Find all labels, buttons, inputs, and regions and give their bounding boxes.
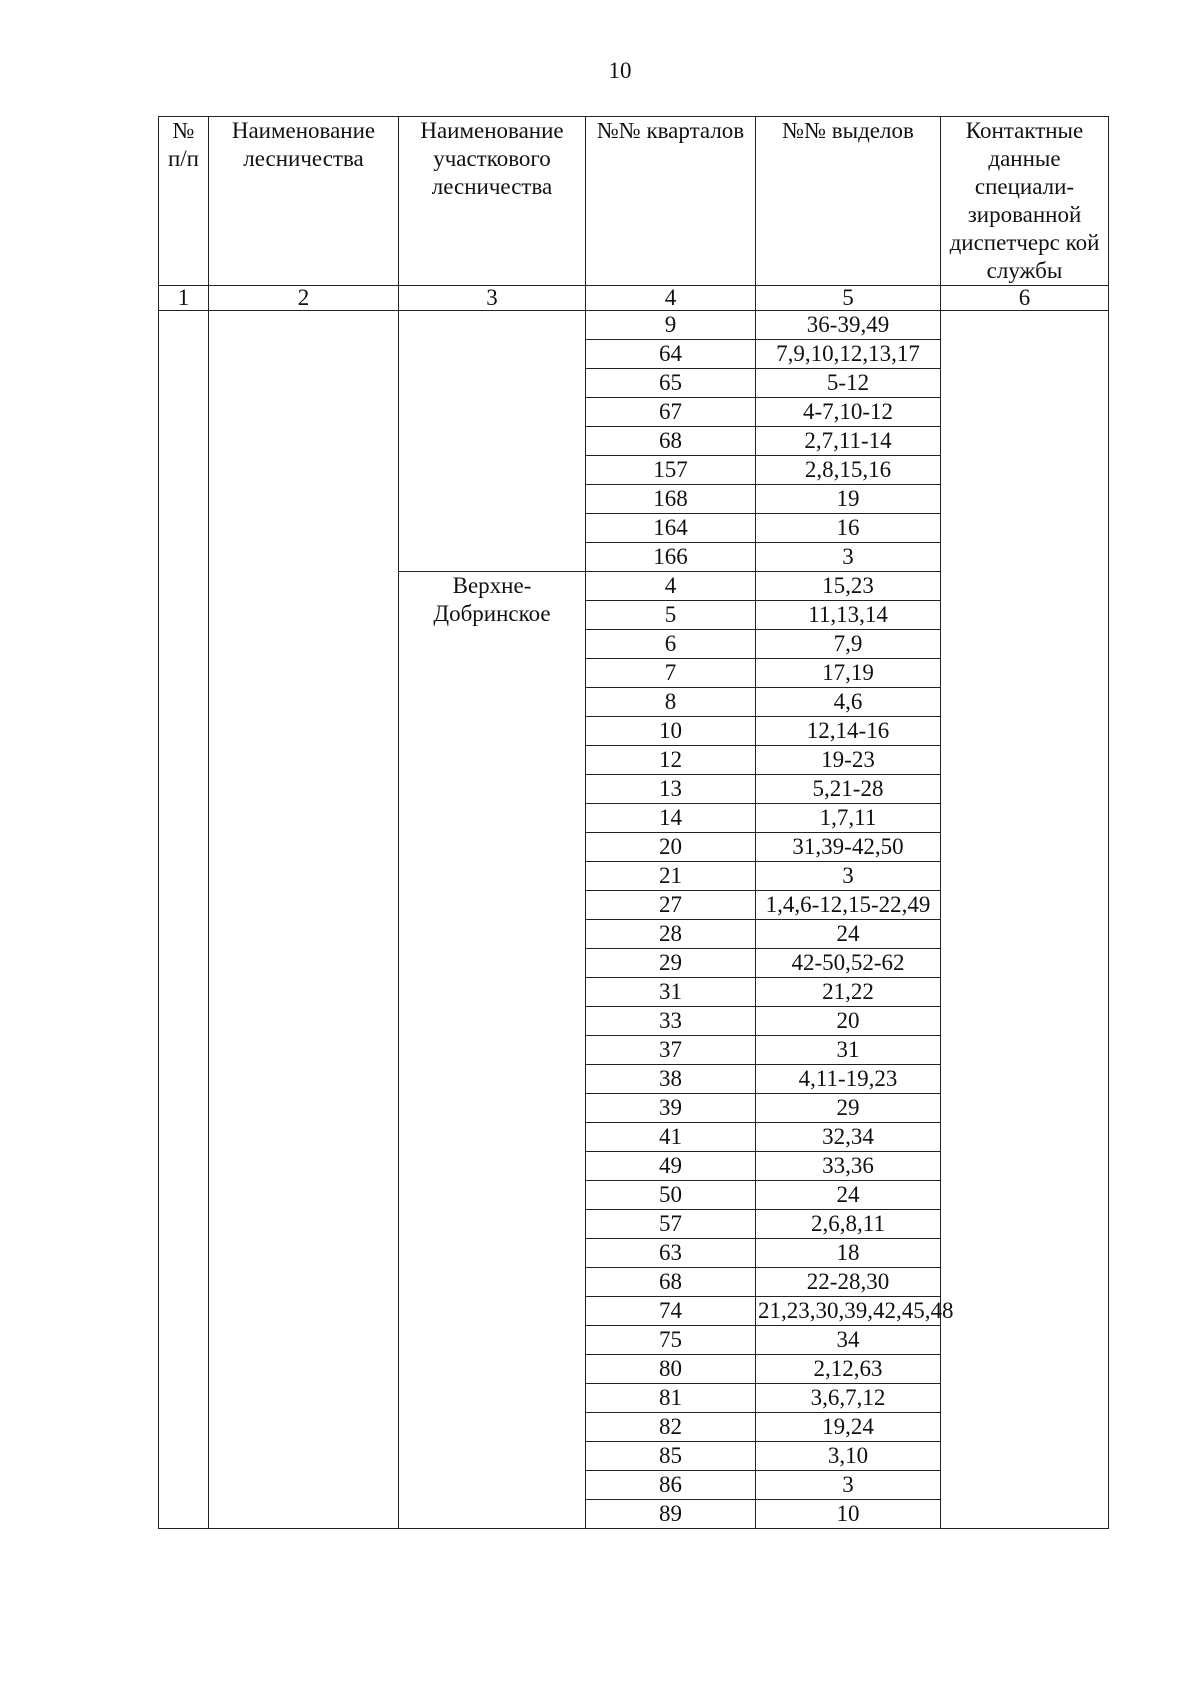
row-number-cell xyxy=(159,311,209,1529)
plot-numbers: 4,11-19,23 xyxy=(756,1065,941,1094)
plot-numbers: 42-50,52-62 xyxy=(756,949,941,978)
forest-table xyxy=(158,116,1109,1529)
quarter-number: 68 xyxy=(586,427,756,456)
plot-numbers: 31,39-42,50 xyxy=(756,833,941,862)
header-col-contacts: Контактные данные специали-зированной диспетчерс кой службы xyxy=(941,117,1109,286)
plot-numbers: 1,4,6-12,15-22,49 xyxy=(756,891,941,920)
subforestry-name-cell xyxy=(399,311,586,572)
quarter-number: 68 xyxy=(586,1268,756,1297)
quarter-number: 14 xyxy=(586,804,756,833)
plot-numbers: 3 xyxy=(756,543,941,572)
quarter-number: 82 xyxy=(586,1413,756,1442)
plot-numbers: 19,24 xyxy=(756,1413,941,1442)
quarter-number: 9 xyxy=(586,311,756,340)
plot-numbers: 5-12 xyxy=(756,369,941,398)
plot-numbers: 24 xyxy=(756,920,941,949)
subforestry-name-cell: Верхне-Добринское xyxy=(399,572,586,1529)
quarter-number: 20 xyxy=(586,833,756,862)
quarter-number: 12 xyxy=(586,746,756,775)
quarter-number: 37 xyxy=(586,1036,756,1065)
plot-numbers: 15,23 xyxy=(756,572,941,601)
plot-numbers: 18 xyxy=(756,1239,941,1268)
header-col-plots: №№ выделов xyxy=(756,117,941,286)
quarter-number: 74 xyxy=(586,1297,756,1326)
column-number: 6 xyxy=(941,286,1109,311)
quarter-number: 63 xyxy=(586,1239,756,1268)
column-number: 2 xyxy=(209,286,399,311)
quarter-number: 10 xyxy=(586,717,756,746)
table-body xyxy=(159,311,1109,1529)
column-number: 5 xyxy=(756,286,941,311)
quarter-number: 89 xyxy=(586,1500,756,1529)
quarter-number: 28 xyxy=(586,920,756,949)
header-col-number: № п/п xyxy=(159,117,209,286)
plot-numbers: 2,7,11-14 xyxy=(756,427,941,456)
plot-numbers: 7,9 xyxy=(756,630,941,659)
plot-numbers: 19 xyxy=(756,485,941,514)
quarter-number: 7 xyxy=(586,659,756,688)
quarter-number: 85 xyxy=(586,1442,756,1471)
plot-numbers: 19-23 xyxy=(756,746,941,775)
quarter-number: 39 xyxy=(586,1094,756,1123)
table-row xyxy=(159,311,1109,340)
plot-numbers: 21,22 xyxy=(756,978,941,1007)
plot-numbers: 21,23,30,39,42,45,48 xyxy=(756,1297,941,1326)
plot-numbers: 3,10 xyxy=(756,1442,941,1471)
plot-numbers: 3 xyxy=(756,862,941,891)
quarter-number: 157 xyxy=(586,456,756,485)
header-col-quarters: №№ кварталов xyxy=(586,117,756,286)
quarter-number: 29 xyxy=(586,949,756,978)
quarter-number: 13 xyxy=(586,775,756,804)
plot-numbers: 34 xyxy=(756,1326,941,1355)
plot-numbers: 31 xyxy=(756,1036,941,1065)
quarter-number: 33 xyxy=(586,1007,756,1036)
quarter-number: 67 xyxy=(586,398,756,427)
quarter-number: 21 xyxy=(586,862,756,891)
forestry-name-cell xyxy=(209,311,399,1529)
plot-numbers: 22-28,30 xyxy=(756,1268,941,1297)
quarter-number: 31 xyxy=(586,978,756,1007)
quarter-number: 38 xyxy=(586,1065,756,1094)
plot-numbers: 2,6,8,11 xyxy=(756,1210,941,1239)
quarter-number: 168 xyxy=(586,485,756,514)
quarter-number: 81 xyxy=(586,1384,756,1413)
quarter-number: 49 xyxy=(586,1152,756,1181)
column-number: 1 xyxy=(159,286,209,311)
quarter-number: 57 xyxy=(586,1210,756,1239)
quarter-number: 86 xyxy=(586,1471,756,1500)
plot-numbers: 12,14-16 xyxy=(756,717,941,746)
plot-numbers: 20 xyxy=(756,1007,941,1036)
plot-numbers: 3,6,7,12 xyxy=(756,1384,941,1413)
column-number-row xyxy=(159,286,1109,311)
plot-numbers: 4,6 xyxy=(756,688,941,717)
quarter-number: 41 xyxy=(586,1123,756,1152)
plot-numbers: 24 xyxy=(756,1181,941,1210)
plot-numbers: 1,7,11 xyxy=(756,804,941,833)
plot-numbers: 33,36 xyxy=(756,1152,941,1181)
quarter-number: 27 xyxy=(586,891,756,920)
header-col-forestry: Наименование лесничества xyxy=(209,117,399,286)
quarter-number: 4 xyxy=(586,572,756,601)
column-number: 3 xyxy=(399,286,586,311)
plot-numbers: 3 xyxy=(756,1471,941,1500)
plot-numbers: 5,21-28 xyxy=(756,775,941,804)
header-row xyxy=(159,117,1109,286)
plot-numbers: 16 xyxy=(756,514,941,543)
plot-numbers: 2,12,63 xyxy=(756,1355,941,1384)
plot-numbers: 10 xyxy=(756,1500,941,1529)
plot-numbers: 36-39,49 xyxy=(756,311,941,340)
page-number: 10 xyxy=(608,58,632,83)
plot-numbers: 32,34 xyxy=(756,1123,941,1152)
plot-numbers: 2,8,15,16 xyxy=(756,456,941,485)
plot-numbers: 4-7,10-12 xyxy=(756,398,941,427)
quarter-number: 65 xyxy=(586,369,756,398)
quarter-number: 5 xyxy=(586,601,756,630)
contact-cell xyxy=(941,311,1109,1529)
quarter-number: 75 xyxy=(586,1326,756,1355)
quarter-number: 64 xyxy=(586,340,756,369)
quarter-number: 6 xyxy=(586,630,756,659)
plot-numbers: 11,13,14 xyxy=(756,601,941,630)
quarter-number: 164 xyxy=(586,514,756,543)
quarter-number: 8 xyxy=(586,688,756,717)
plot-numbers: 29 xyxy=(756,1094,941,1123)
column-number: 4 xyxy=(586,286,756,311)
plot-numbers: 17,19 xyxy=(756,659,941,688)
header-col-subforestry: Наименование участкового лесничества xyxy=(399,117,586,286)
plot-numbers: 7,9,10,12,13,17 xyxy=(756,340,941,369)
quarter-number: 166 xyxy=(586,543,756,572)
quarter-number: 80 xyxy=(586,1355,756,1384)
quarter-number: 50 xyxy=(586,1181,756,1210)
